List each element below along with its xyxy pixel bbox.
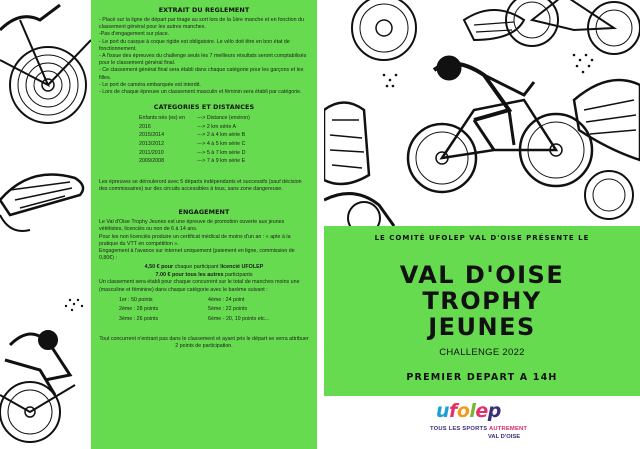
left-illustration-strip bbox=[0, 0, 91, 449]
points-table bbox=[105, 296, 269, 324]
categories-table bbox=[139, 114, 250, 166]
rule-item: - A l'issue des épreuves du challenge seuls les 7 meilleurs résultats seront comptabilisés pour le classement général final. bbox=[99, 53, 307, 67]
table-row bbox=[105, 296, 269, 305]
rule-item: - Le port de caméra embarquée est interdit. bbox=[99, 81, 201, 88]
table-row bbox=[105, 305, 269, 314]
category-distance: ---> 7 à 9 km série E bbox=[197, 158, 246, 165]
rule-item: -Pas d'engagement sur place. bbox=[99, 31, 170, 38]
price-licensed-type: licencié UFOLEP bbox=[220, 264, 264, 271]
rules-column bbox=[91, 0, 317, 449]
category-distance: ---> 2 à 4 km série B bbox=[197, 132, 246, 139]
cyclists-illustration bbox=[324, 0, 640, 226]
categories-note: Les épreuves se dérouleront avec 5 départs indépendants et successifs (sauf décision des commissaires) sur des circuits accessibles à tous, sans zone dangereuse. bbox=[99, 178, 302, 192]
price-others-text: participants bbox=[223, 272, 253, 279]
rule-item: - Ce classement général final sera établi dans chaque catégorie pour les garçons et les filles. bbox=[99, 67, 304, 81]
category-year: Enfants nés (es) en bbox=[139, 115, 185, 122]
table-row bbox=[139, 114, 250, 123]
price-licensed-amount: 4,50 € pour bbox=[144, 264, 174, 271]
category-distance: ---> 2 km série A bbox=[197, 123, 236, 130]
points-cell: 3ème : 26 points bbox=[119, 315, 159, 322]
event-title-line: TROPHY bbox=[422, 287, 542, 315]
table-row bbox=[139, 123, 250, 132]
table-row bbox=[139, 149, 250, 158]
engagement-text: Le Val d'Oise Trophy Jeunes est une épreuve de promotion ouverte aux jeunes vététistes, licenciés ou non de 6 à 14 ans. Pour les non licenciés produire un certificat médical de moins d'un an : « apte à la pratique du VTT en compétition ». Engagement à l'avance sur internet uniquement (paiement en ligne, commission de 0,80€) : bbox=[99, 219, 295, 262]
category-distance: ---> 4 à 5 km série C bbox=[197, 141, 246, 148]
ufolep-wordmark bbox=[436, 400, 501, 422]
event-title-line: VAL D'OISE bbox=[399, 261, 565, 289]
engagement-title: ENGAGEMENT bbox=[178, 208, 230, 217]
participation-note: Tout concurrent n'entrant pas dans le classement et ayant pris le départ se verra attribuer 2 points de participation. bbox=[99, 336, 309, 350]
rules-list bbox=[99, 17, 309, 96]
logo-letter: u bbox=[436, 400, 450, 422]
logo-letter: l bbox=[469, 400, 476, 422]
logo-letter: e bbox=[475, 400, 488, 422]
points-cell: 1er : 50 points bbox=[119, 296, 153, 303]
right-illustration bbox=[324, 0, 640, 226]
logo-letter: p bbox=[487, 400, 501, 422]
points-cell: 6ème - 20, 19 points etc... bbox=[208, 315, 270, 322]
table-row bbox=[139, 157, 250, 166]
classement-text: Un classement sera établi pour chaque concurrent sur le total de manches moins une (masculine et féminine) dans chaque catégorie avec le barème suivant : bbox=[99, 279, 300, 293]
category-year: 2016 bbox=[139, 123, 151, 130]
category-distance: ---> 5 à 7 km série D bbox=[197, 149, 246, 156]
table-row bbox=[139, 131, 250, 140]
table-row bbox=[105, 315, 269, 324]
category-year: 2011/2010 bbox=[139, 149, 164, 156]
rule-item: - Lors de chaque épreuve un classement masculin et féminin sera établi par catégorie. bbox=[99, 89, 302, 96]
rule-item: - Placé sur la ligne de départ par tirage au sort lors de la 1ère manche et en fonction du classement général pour les autres manches. bbox=[99, 17, 304, 31]
event-title bbox=[324, 262, 640, 340]
logo-tagline-b: AUTREMENT bbox=[488, 426, 528, 432]
category-year: 2013/2012 bbox=[139, 141, 165, 148]
title-panel bbox=[324, 226, 640, 396]
challenge-label: CHALLENGE 2022 bbox=[439, 347, 525, 358]
logo-region: VAL D'OISE bbox=[488, 434, 521, 440]
presents-line: LE COMITÉ UFOLEP VAL D'OISE PRÉSENTE LE bbox=[374, 234, 590, 242]
logo-letter: o bbox=[456, 400, 470, 422]
points-cell: 4ème : 24 point bbox=[208, 296, 245, 303]
price-others bbox=[99, 271, 309, 279]
event-title-line: JEUNES bbox=[428, 313, 536, 341]
points-cell: 2ème : 28 points bbox=[119, 306, 159, 313]
logo-tagline-a: TOUS LES SPORTS bbox=[430, 426, 488, 432]
category-year: 2009/2008 bbox=[139, 158, 165, 165]
logo-letter: f bbox=[449, 400, 457, 422]
points-cell: 5ème : 22 points bbox=[208, 306, 248, 313]
price-licensed-text: chaque participant bbox=[173, 264, 221, 271]
category-distance: ---> Distance (environ) bbox=[197, 115, 250, 122]
start-time: PREMIER DEPART A 14H bbox=[406, 372, 558, 383]
logo-tagline bbox=[430, 426, 527, 432]
rule-item: - Le port du casque à coque rigide est obligatoire. Le vélo doit être en bon état de fonctionnement. bbox=[99, 38, 290, 52]
rules-title: EXTRAIT DU REGLEMENT bbox=[158, 6, 250, 14]
categories-title: CATEGORIES ET DISTANCES bbox=[153, 103, 255, 112]
cyclist-illustration-left bbox=[0, 0, 91, 449]
ufolep-logo bbox=[430, 400, 534, 446]
table-row bbox=[139, 140, 250, 149]
price-others-amount: 7.00 € pour tous les autres bbox=[155, 272, 224, 279]
category-year: 2015/2014 bbox=[139, 132, 165, 139]
price-licensed bbox=[99, 263, 309, 271]
